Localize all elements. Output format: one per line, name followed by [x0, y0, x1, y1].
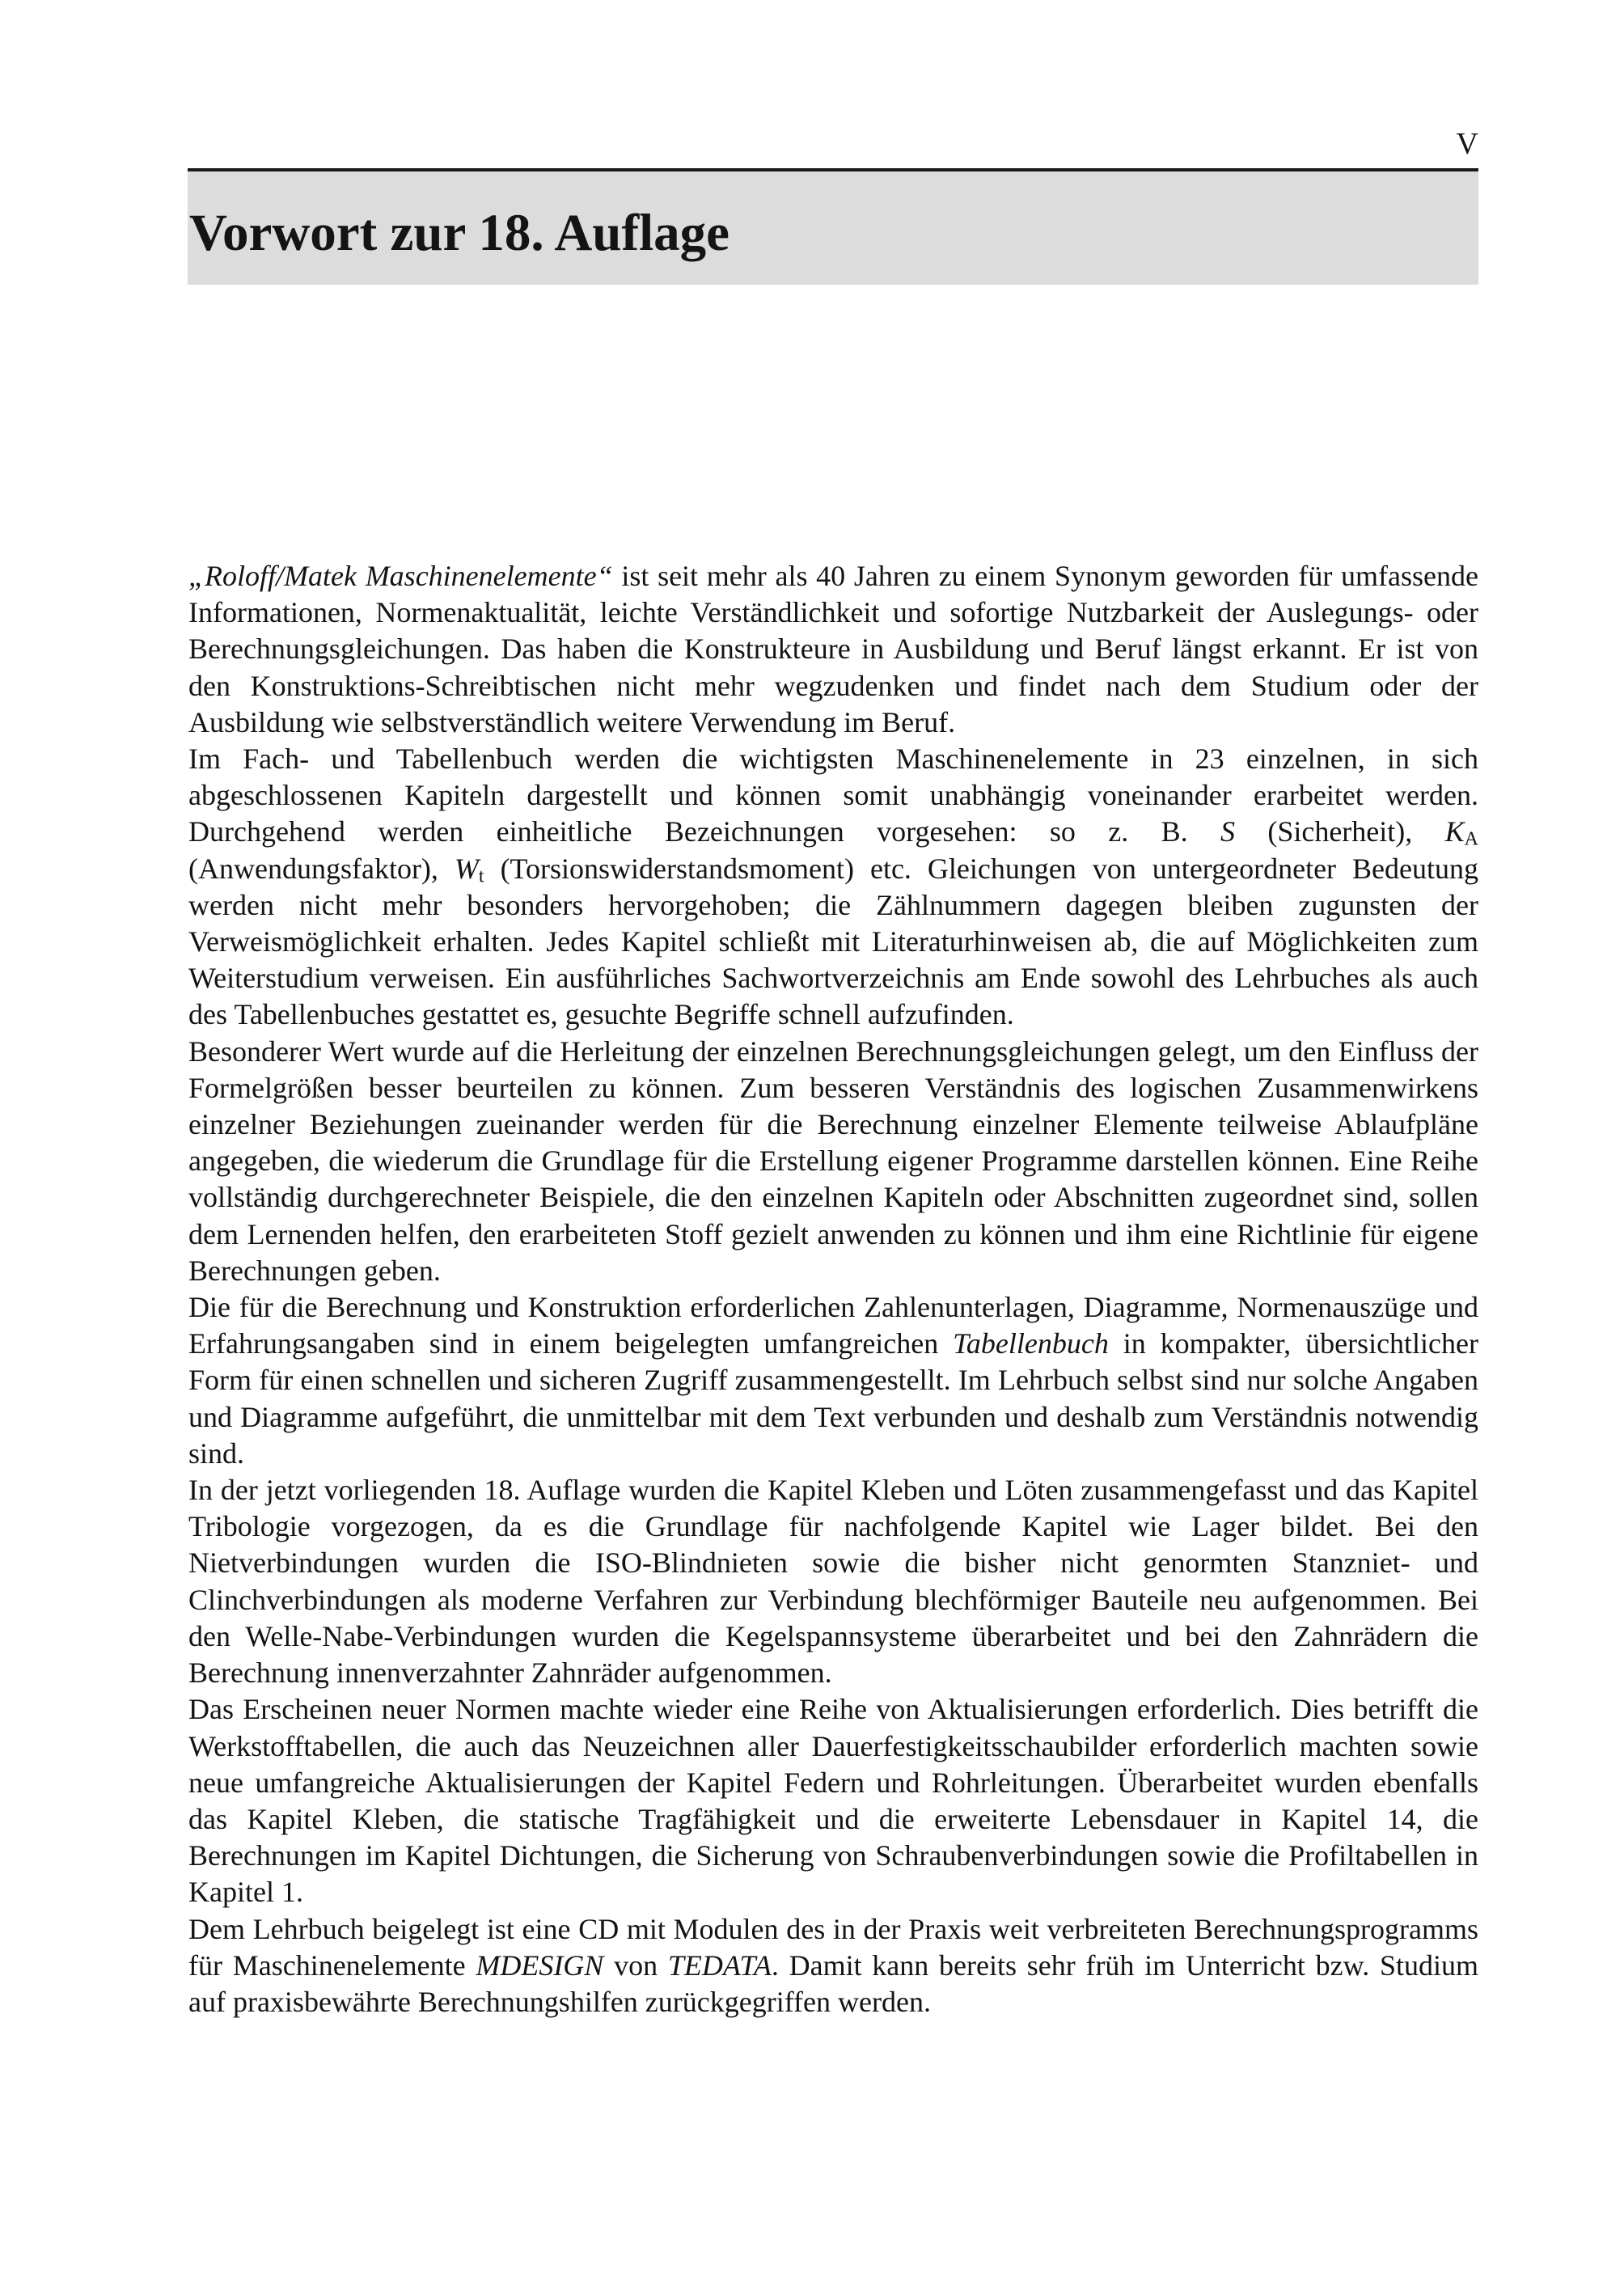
paragraph-4-text-b: in kompakter, übersichtlicher Form für einen schnellen und sicheren Zugriff zusammengestellt. Im Lehrbuch selbst sind nur solche Angaben und Diagramme aufgeführt, die unmittelbar mit dem Text verbunden und deshalb zum Verständnis notwendig sind.: [188, 1327, 1478, 1470]
chapter-title: Vorwort zur 18. Auflage: [189, 204, 730, 262]
page-number: V: [1456, 127, 1478, 161]
paragraph-7-text-c: . Damit kann bereits sehr früh im Unterricht bzw. Studium auf praxisbewährte Berechnungshilfen zurückgegriffen werden.: [188, 1948, 1479, 2018]
chapter-title-band: [188, 168, 1478, 285]
symbol-w: W: [454, 852, 479, 885]
paragraph-2-text-b: (Sicherheit),: [1234, 815, 1445, 848]
mdesign-term: MDESIGN: [476, 1948, 604, 1982]
paragraph-2-text-c: (Anwendungsfaktor),: [188, 852, 455, 885]
preface-body: [188, 558, 1478, 2020]
paragraph-4-text-a: Die für die Berechnung und Konstruktion erforderlichen Zahlenunterlagen, Diagramme, Normenauszüge und Erfahrungsangaben sind in einem beigelegten umfangreichen: [188, 1291, 1478, 1360]
symbol-k: K: [1444, 815, 1465, 848]
paragraph-2-text-d: (Torsionswiderstandsmoment) etc. Gleichungen von untergeordneter Bedeutung werden nicht mehr besonders hervorgehoben; die Zählnummern dagegen bleiben zugunsten der Verweismöglichkeit erhalten. Jedes Kapitel schließt mit Literaturhinweisen ab, die auf Möglichkeiten zum Weiterstudium verweisen. Ein ausführliches Sachwortverzeichnis am Ende sowohl des Lehrbuches als auch des Tabellenbuches gestattet es, gesuchte Begriffe schnell aufzufinden.: [188, 852, 1478, 1031]
closing-quote: “: [596, 560, 613, 592]
paragraph-3: Besonderer Wert wurde auf die Herleitung der einzelnen Berechnungsgleichungen gelegt, um den Einfluss der Formelgrößen besser beurteilen zu können. Zum besseren Verständnis des logischen Zusammenwirkens einzelner Beziehungen zueinander werden für die Berechnung einzelner Elemente teilweise Ablaufpläne angegeben, die wiederum die Grundlage für die Erstellung eigener Programme darstellen können. Eine Reihe vollständig durchgerechneter Beispiele, die den einzelnen Kapiteln oder Abschnitten zugeordnet sind, sollen dem Lernenden helfen, den erarbeiteten Stoff gezielt anwenden zu können und ihm eine Richtlinie für eigene Berechnungen geben.: [188, 1034, 1478, 1287]
paragraph-5: In der jetzt vorliegenden 18. Auflage wurden die Kapitel Kleben und Löten zusammengefasst und das Kapitel Tribologie vorgezogen, da es die Grundlage für nachfolgende Kapitel wie Lager bildet. Bei den Nietverbindungen wurden die ISO-Blindnieten sowie die bisher nicht genormten Stanzniet- und Clinchverbindungen als moderne Verfahren zur Verbindung blechförmiger Bauteile neu aufgenommen. Bei den Welle-Nabe-Verbindungen wurden die Kegelspannsysteme überarbeitet und bei den Zahnrädern die Berechnung innenverzahnter Zahnräder aufgenommen.: [188, 1474, 1478, 1690]
paragraph-2-text-a: Im Fach- und Tabellenbuch werden die wichtigsten Maschinenelemente in 23 einzelnen, in sich abgeschlossenen Kapiteln dargestellt und können somit unabhängig voneinander erarbeitet werden. Durchgehend werden einheitliche Bezeichnungen vorgesehen: so z. B.: [188, 742, 1478, 848]
paragraph-1: [188, 558, 1478, 741]
opening-quote: „: [188, 560, 205, 592]
symbol-s: S: [1220, 815, 1235, 848]
paragraph-7-text-b: von: [603, 1948, 668, 1982]
paragraph-7: [188, 1911, 1478, 2021]
paragraph-1-text: ist seit mehr als 40 Jahren zu einem Synonym geworden für umfassende Informationen, Normenaktualität, leichte Verständlichkeit und sofortige Nutzbarkeit der Auslegungs- oder Berechnungsgleichungen. Das haben die Konstrukteure in Ausbildung und Beruf längst erkannt. Er ist von den Konstruktions-Schreibtischen nicht mehr wegzudenken und findet nach dem Studium oder der Ausbildung wie selbstverständlich weitere Verwendung im Beruf.: [188, 560, 1478, 738]
symbol-w-subscript: t: [478, 865, 484, 886]
paragraph-2: [188, 741, 1478, 1034]
tedata-term: TEDATA: [667, 1948, 772, 1982]
paragraph-4: [188, 1289, 1478, 1472]
book-title: Roloff/Matek Maschinenelemente: [205, 560, 597, 592]
paragraph-6: Das Erscheinen neuer Normen machte wieder eine Reihe von Aktualisierungen erforderlich. Dies betrifft die Werkstofftabellen, die auch das Neuzeichnen aller Dauerfestigkeitsschaubilder erforderlich machten sowie neue umfangreiche Aktualisierungen der Kapitel Federn und Rohrleitungen. Überarbeitet wurden ebenfalls das Kapitel Kleben, die statische Tragfähigkeit und die erweiterte Lebensdauer in Kapitel 14, die Berechnungen im Kapitel Dichtungen, die Sicherung von Schraubenverbindungen sowie die Profiltabellen in Kapitel 1.: [188, 1693, 1478, 1909]
tabellenbuch-term: Tabellenbuch: [953, 1327, 1109, 1360]
symbol-k-subscript: A: [1464, 828, 1478, 850]
paragraph-7-text-a: Dem Lehrbuch beigelegt ist eine CD mit Modulen des in der Praxis weit verbreiteten Berechnungsprogramms für Maschinenelemente: [188, 1912, 1478, 1982]
